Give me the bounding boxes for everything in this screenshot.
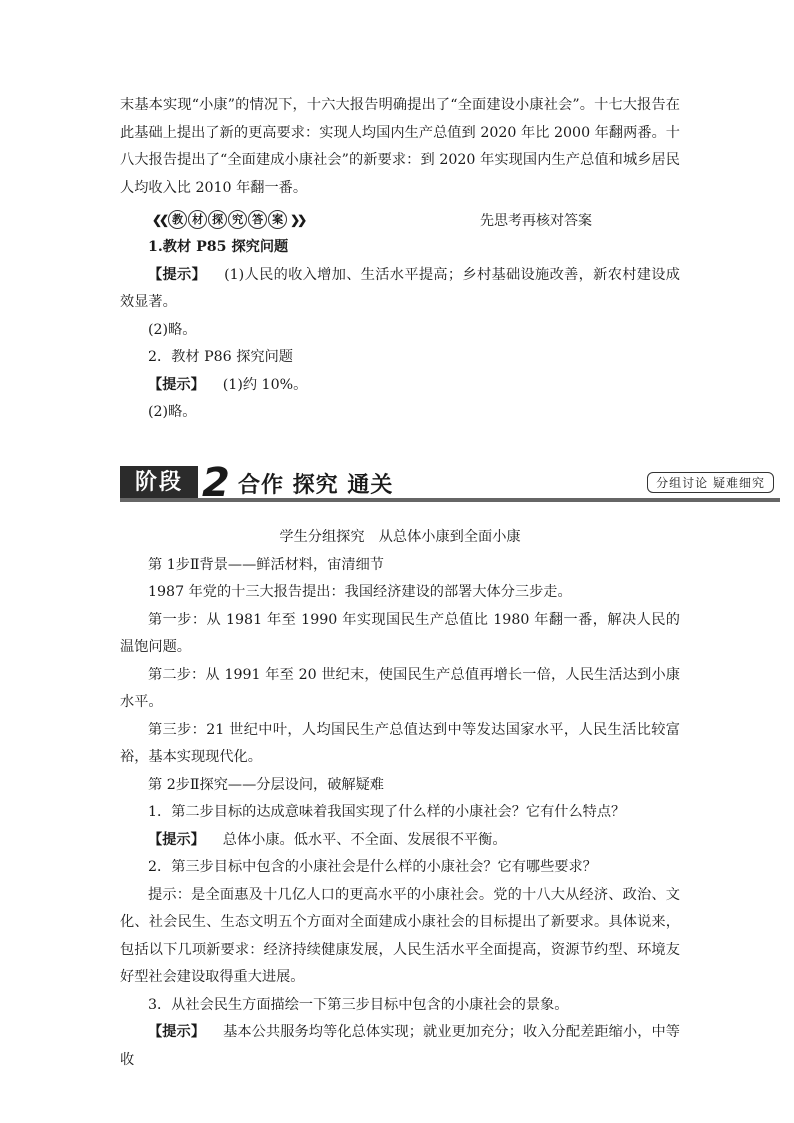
textbook-q2-part2: (2)略。 bbox=[148, 404, 197, 420]
section-paragraph: 第三步：21 世纪中叶，人均国民生产总值达到中等发达国家水平，人民生活比较富裕，基本实现现代化。 bbox=[120, 721, 680, 765]
hint-text: (1)约 10%。 bbox=[222, 376, 308, 393]
section-question-3: 3．从社会民生方面描绘一下第三步目标中包含的小康社会的景象。 bbox=[148, 996, 569, 1013]
hint-text: 总体小康。低水平、不全面、发展很不平衡。 bbox=[222, 831, 507, 848]
step2-heading: 第 2步Ⅱ探究——分层设问，破解疑难 bbox=[148, 776, 384, 793]
chip: 答 bbox=[248, 210, 267, 229]
textbook-q1-title: 1.教材 P85 探究问题 bbox=[148, 239, 289, 255]
section-paragraph: 1987 年党的十三大报告提出：我国经济建设的部署大体分三步走。 bbox=[148, 584, 572, 600]
textbook-q1-hint bbox=[120, 262, 680, 317]
chip: 材 bbox=[188, 210, 207, 229]
chip: 探 bbox=[208, 210, 227, 229]
hint-label: 【提示】 bbox=[148, 376, 205, 393]
section-hint-1 bbox=[120, 827, 680, 855]
answer-chips bbox=[150, 210, 306, 229]
intro-block bbox=[120, 92, 680, 202]
hint-text: (1)人民的收入增加、生活水平提高；乡村基础设施改善，新农村建设成效显著。 bbox=[120, 266, 680, 310]
section-answer-2: 提示：是全面惠及十几亿人口的更高水平的小康社会。党的十八大从经济、政治、文化、社会民生、生态文明五个方面对全面建成小康社会的目标提出了新要求。具体说来，包括以下几项新要求：经济持续健康发展，人民生活水平全面提高，资源节约型、环境友好型社会建设取得重大进展。 bbox=[120, 886, 680, 985]
step1-heading: 第 1步Ⅱ背景——鲜活材料，宙清细节 bbox=[148, 556, 384, 573]
hint-label: 【提示】 bbox=[148, 266, 207, 283]
chip: 案 bbox=[268, 210, 287, 229]
textbook-q2-title: 2．教材 P86 探究问题 bbox=[148, 349, 293, 365]
chip: 究 bbox=[228, 210, 247, 229]
textbook-answer-banner bbox=[150, 208, 620, 230]
right-chevron-icon: ❯❯ bbox=[290, 212, 305, 227]
section-body bbox=[120, 524, 680, 1074]
section-paragraph: 第二步：从 1991 年至 20 世纪末，使国民生产总值再增长一倍，人民生活达到小康水平。 bbox=[120, 666, 680, 710]
stage-header bbox=[120, 460, 780, 506]
textbook-q2-hint bbox=[120, 372, 680, 400]
stage-tag: 阶段 bbox=[120, 466, 198, 498]
stage-badge: 分组讨论 疑难细究 bbox=[647, 472, 774, 493]
section-hint-3 bbox=[120, 1019, 680, 1074]
section-title: 学生分组探究 从总体小康到全面小康 bbox=[279, 529, 521, 545]
stage-title: 合作 探究 通关 bbox=[238, 472, 394, 498]
hint-label: 【提示】 bbox=[148, 831, 205, 848]
hint-text: 基本公共服务均等化总体实现；就业更加充分；收入分配差距缩小，中等收 bbox=[120, 1024, 680, 1068]
section-paragraph: 第一步：从 1981 年至 1990 年实现国民生产总值比 1980 年翻一番，解决人民的温饱问题。 bbox=[120, 611, 680, 655]
left-chevron-icon: ❮❮ bbox=[152, 212, 167, 227]
section-question-2: 2．第三步目标中包含的小康社会是什么样的小康社会？它有哪些要求？ bbox=[148, 859, 597, 875]
stage-number: 2 bbox=[202, 460, 230, 506]
textbook-qa bbox=[120, 234, 680, 427]
hint-label: 【提示】 bbox=[148, 1024, 206, 1040]
textbook-q1-part2: (2)略。 bbox=[148, 321, 197, 338]
chip: 教 bbox=[168, 210, 187, 229]
section-question-1: 1．第二步目标的达成意味着我国实现了什么样的小康社会？它有什么特点？ bbox=[148, 804, 626, 820]
answer-note: 先思考再核对答案 bbox=[480, 213, 592, 229]
intro-paragraph: 末基本实现“小康”的情况下，十六大报告明确提出了“全面建设小康社会”。十七大报告在此基础上提出了新的更高要求：实现人均国内生产总值到 2020 年比 2000 年翻两番。十八大报告提出了“全面建成小康社会”的新要求：到 2020 年实现国内生产总值和城乡居民人均收入比 2010 年翻一番。 bbox=[120, 97, 680, 196]
